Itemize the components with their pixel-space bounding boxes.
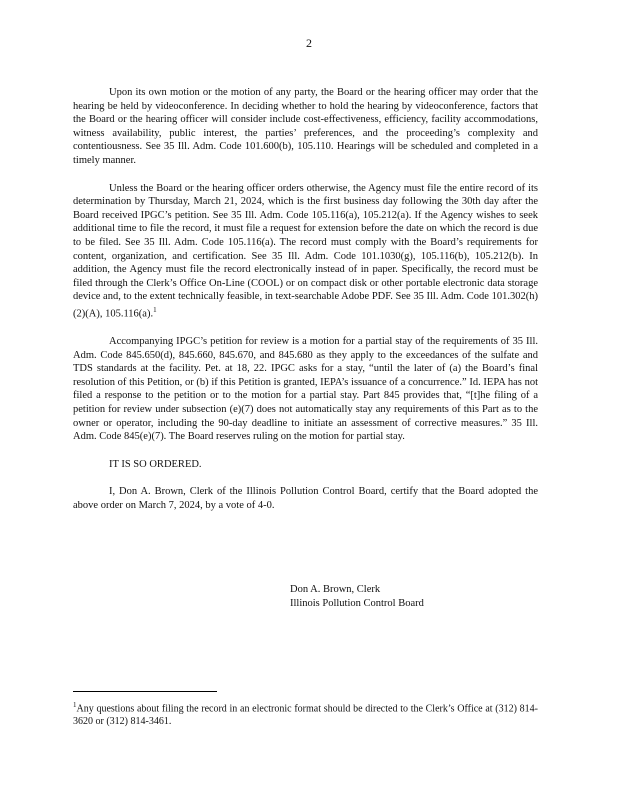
- paragraph-partial-stay: Accompanying IPGC’s petition for review is a motion for a partial stay of the requirements of 35 Ill. Adm. Code 845.650(d), 845.660, 845.670, and 845.680 as they apply to the exceedances of the sulfate and TDS standards at the facility. Pet. at 18, 22. IPGC asks for a stay, “until the later of (a) the Board’s final resolution of this Petition, or (b) if this Petition is granted, IEPA’s issuance of a concurrence.” Id. IEPA has not filed a response to the petition or to the motion for a partial stay. Part 845 provides that, “[t]he filing of a petition for review under subsection (e)(7) does not automatically stay any requirements of this Part as to the owner or operator, including the 90-day deadline to initiate an assessment of corrective measures.” 35 Ill. Adm. Code 845(e)(7). The Board reserves ruling on the motion for partial stay.: [73, 336, 538, 443]
- footnote-text: Any questions about filing the record in an electronic format should be directed to the Clerk’s Office at (312) 814-3620 or (312) 814-3461.: [73, 703, 538, 728]
- so-ordered-line: IT IS SO ORDERED.: [109, 458, 202, 470]
- footnote-reference: 1: [153, 305, 157, 314]
- footnote: [73, 699, 538, 728]
- signature-block: [290, 583, 424, 610]
- footnote-divider: [73, 691, 217, 692]
- paragraph-record-filing-text: Unless the Board or the hearing officer orders otherwise, the Agency must file the entire record of its determination by Thursday, March 21, 2024, which is the first business day following the 30th day after the Board received IPGC’s petition. See 35 Ill. Adm. Code 105.116(a), 105.212(a). If the Agency wishes to seek additional time to file the record, it must file a request for extension before the date on which the record is due to be filed. See 35 Ill. Adm. Code 105.116(a). The record must comply with the Board’s requirements for content, organization, and certification. See 35 Ill. Adm. Code 101.1030(g), 105.116(b), 105.212(b). In addition, the Agency must file the record electronically instead of in paper. Specifically, the record must be filed through the Clerk’s Office On-Line (COOL) or on compact disk or other portable electronic data storage device and, to the extent technically feasible, in text-searchable Adobe PDF. See 35 Ill. Adm. Code 101.302(h)(2)(A), 105.116(a).: [73, 182, 538, 320]
- page-number: 2: [306, 36, 312, 50]
- signer-organization: Illinois Pollution Control Board: [290, 597, 424, 609]
- footnote-marker: 1: [73, 701, 77, 709]
- order-body: [73, 86, 538, 527]
- signer-name: Don A. Brown, Clerk: [290, 584, 381, 595]
- clerk-certification: I, Don A. Brown, Clerk of the Illinois Pollution Control Board, certify that the Board adopted the above order on March 7, 2024, by a vote of 4-0.: [73, 486, 538, 511]
- paragraph-record-filing: [73, 182, 538, 321]
- paragraph-videoconference: Upon its own motion or the motion of any party, the Board or the hearing officer may order that the hearing be held by videoconference. In deciding whether to hold the hearing by videoconference, factors that the Board or the hearing officer will consider include cost-effectiveness, efficiency, facility accommodations, witness availability, public interest, the parties’ preferences, and the proceeding’s complexity and contentiousness. See 35 Ill. Adm. Code 101.600(b), 105.110. Hearings will be scheduled and completed in a timely manner.: [73, 87, 538, 166]
